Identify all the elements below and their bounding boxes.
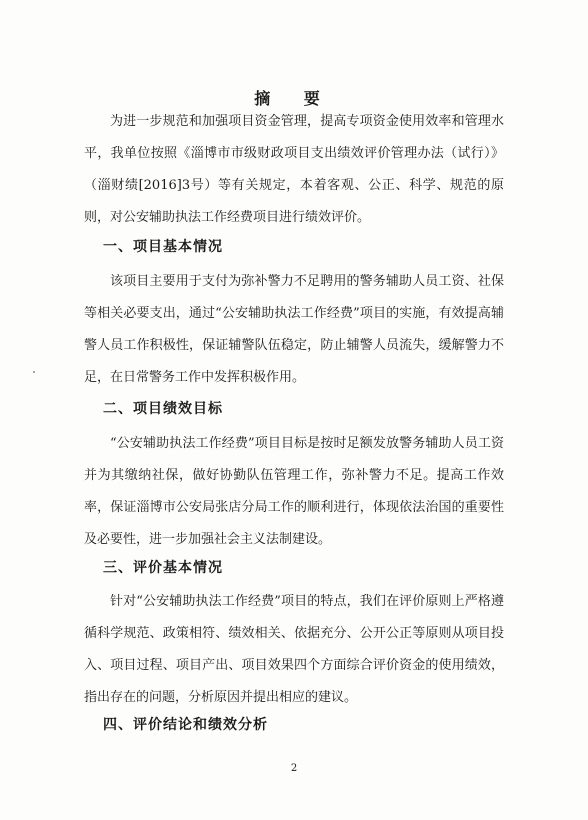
section-body-2: “公安辅助执法工作经费”项目目标是按时足额发放警务辅助人员工资并为其缴纳社保，做好协勤队伍管理工作，弥补警力不足。提高工作效率，保证淄博市公安局张店分局工作的顺利进行，体现依法治国的重要性及必要性，进一步加强社会主义法制建设。 [84, 436, 504, 547]
section-heading-2: 二、项目绩效目标 [103, 401, 223, 417]
document-title: 摘 要 [254, 89, 334, 108]
section-heading-1: 一、项目基本情况 [103, 239, 223, 255]
page-number: 2 [290, 763, 298, 774]
section-heading-4: 四、评价结论和绩效分析 [103, 717, 268, 733]
scan-speck [33, 371, 35, 373]
section-body-3: 针对“公安辅助执法工作经费”项目的特点，我们在评价原则上严格遵循科学规范、政策相符、绩效相关、依据充分、公开公正等原则从项目投入、项目过程、项目产出、项目效果四个方面综合评价资金的使用绩效，指出存在的问题，分析原因并提出相应的建议。 [84, 594, 504, 705]
section-body-1: 该项目主要用于支付为弥补警力不足聘用的警务辅助人员工资、社保等相关必要支出，通过“公安辅助执法工作经费”项目的实施，有效提高辅警人员工作积极性，保证辅警队伍稳定，防止辅警人员流失，缓解警力不足，在日常警务工作中发挥积极作用。 [84, 274, 504, 385]
intro-paragraph: 为进一步规范和加强项目资金管理，提高专项资金使用效率和管理水平，我单位按照《淄博市市级财政项目支出绩效评价管理办法（试行）》（淄财绩[2016]3号）等有关规定，本着客观、公正、科学、规范的原则，对公安辅助执法工作经费项目进行绩效评价。 [84, 114, 504, 225]
section-heading-3: 三、评价基本情况 [103, 560, 223, 576]
